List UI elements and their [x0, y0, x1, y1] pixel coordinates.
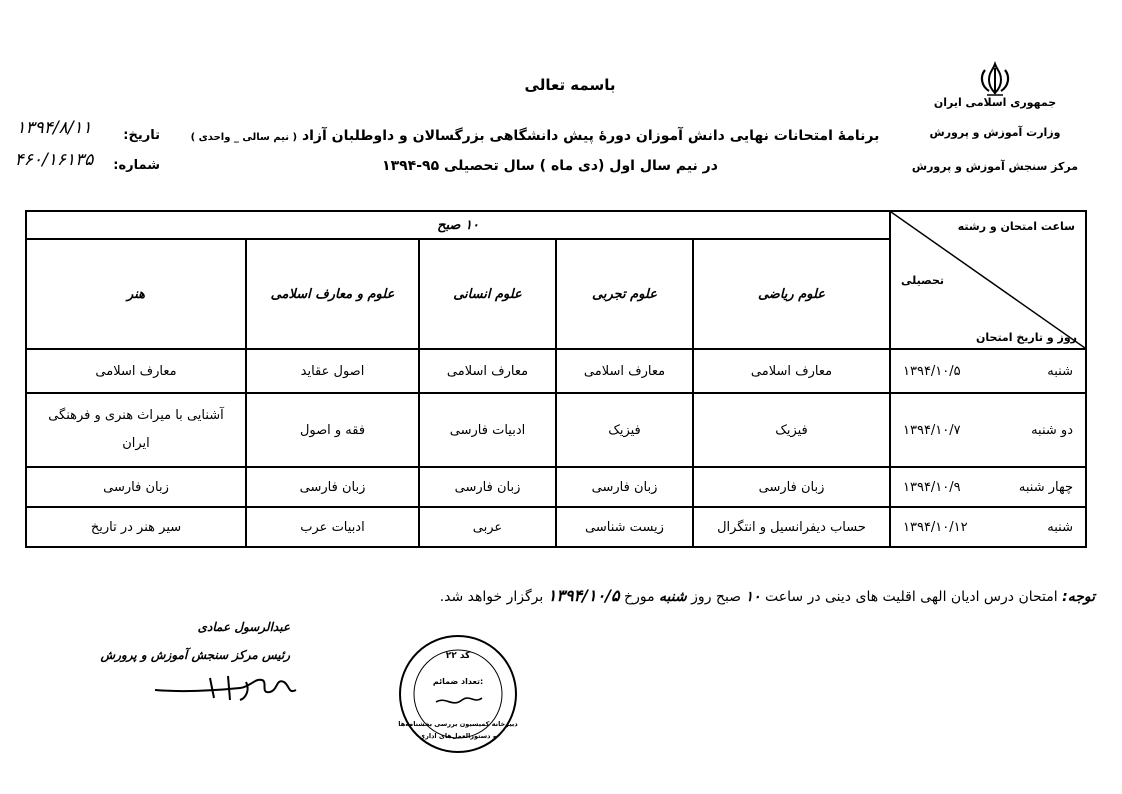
stamp-line2: و دستورالعمل‌های اداری [419, 732, 497, 740]
subject-cell: زبان فارسی [693, 467, 890, 507]
note-time: ۱۰ [745, 589, 761, 605]
subject-cell: اصول عقاید [246, 349, 419, 393]
field-header-humanities: علوم انسانی [419, 239, 556, 349]
note-day: شنبه [659, 589, 687, 605]
document-title-paren: ( نیم سالی _ واحدی ) [190, 132, 298, 143]
subject-cell: معارف اسلامی [26, 349, 246, 393]
field-header-experimental: علوم تجربی [556, 239, 693, 349]
day-name: شنبه [1047, 363, 1073, 379]
table-row [26, 467, 1086, 507]
subject-cell: حساب دیفرانسیل و انتگرال [693, 507, 890, 547]
exam-date: ۱۳۹۴/۱۰/۱۲ [903, 519, 968, 535]
stamp-line1: دبیرخانه کمیسیون بررسی بخشنامه‌ها [398, 720, 518, 728]
subject-cell: زبان فارسی [26, 467, 246, 507]
note-text-d: برگزار خواهد شد. [439, 589, 544, 605]
note-label: توجه: [1062, 589, 1095, 605]
subject-cell: ادبیات فارسی [419, 393, 556, 467]
time-header: ۱۰ صبح [26, 211, 890, 239]
note-paragraph [300, 586, 1095, 605]
stamp-code: کد ۲۲ [445, 651, 471, 661]
exam-date: ۱۳۹۴/۱۰/۹ [903, 479, 961, 495]
corner-label-time-field: ساعت امتحان و رشته [957, 220, 1075, 233]
office-stamp [396, 632, 520, 756]
subject-cell: فیزیک [693, 393, 890, 467]
day-name: دو شنبه [1031, 422, 1073, 438]
day-name: شنبه [1047, 519, 1073, 535]
table-row [26, 349, 1086, 393]
subject-cell: فقه و اصول [246, 393, 419, 467]
date-label: تاریخ: [123, 128, 160, 143]
org-country: جمهوری اسلامی ایران [933, 96, 1057, 109]
document-title-main: برنامهٔ امتحانات نهایی دانش آموزان دورهٔ پیش دانشگاهی بزرگسالان و داوطلبان آزاد [301, 128, 880, 144]
table-row [26, 507, 1086, 547]
subject-cell: فیزیک [556, 393, 693, 467]
day-name: چهار شنبه [1018, 479, 1073, 495]
field-header-math: علوم ریاضی [693, 239, 890, 349]
subject-cell: زبان فارسی [246, 467, 419, 507]
note-text-a: امتحان درس ادیان الهی اقلیت های دینی در ساعت [765, 589, 1058, 605]
corner-label-academic: تحصیلی [901, 274, 945, 287]
note-text-c: مورخ [624, 589, 655, 605]
document-subtitle: در نیم سال اول (دی ماه ) سال تحصیلی ۹۵-۱۳۹۴ [382, 158, 718, 174]
table-corner-header [890, 211, 1086, 349]
subject-cell: زیست شناسی [556, 507, 693, 547]
field-header-art: هنر [26, 239, 246, 349]
exam-date: ۱۳۹۴/۱۰/۷ [903, 422, 961, 438]
corner-label-day-date: روز و تاریخ امتحان [976, 331, 1077, 344]
subject-cell: معارف اسلامی [556, 349, 693, 393]
subject-cell: آشنایی با میراث هنری و فرهنگی ایران [26, 393, 246, 467]
signatory-name: عبدالرسول عمادی [197, 620, 290, 634]
table-row [26, 393, 1086, 467]
day-date-cell [890, 467, 1086, 507]
day-date-cell [890, 507, 1086, 547]
org-ministry: وزارت آموزش و پرورش [929, 126, 1061, 139]
subject-cell: سیر هنر در تاریخ [26, 507, 246, 547]
subject-cell: زبان فارسی [419, 467, 556, 507]
document-title [190, 128, 880, 144]
exam-schedule-table [25, 210, 1087, 548]
number-label: شماره: [113, 158, 160, 173]
org-center: مرکز سنجش آموزش و پرورش [911, 160, 1079, 173]
handwritten-signature-icon [150, 668, 310, 708]
signatory-title: رئیس مرکز سنجش آموزش و پرورش [100, 648, 290, 662]
day-date-cell [890, 393, 1086, 467]
subject-cell: ادبیات عرب [246, 507, 419, 547]
subject-cell: معارف اسلامی [419, 349, 556, 393]
number-value: ۴۶۰/۱۶۱۳۵ [14, 150, 94, 170]
iran-emblem-icon [975, 60, 1015, 98]
exam-date: ۱۳۹۴/۱۰/۵ [903, 363, 961, 379]
bismillah-heading: باسمه تعالی [524, 76, 616, 94]
note-date: ۱۳۹۴/۱۰/۵ [547, 586, 620, 605]
date-value: ۱۳۹۴/۸/۱۱ [16, 118, 92, 138]
field-header-islamic: علوم و معارف اسلامی [246, 239, 419, 349]
day-date-cell [890, 349, 1086, 393]
subject-cell: معارف اسلامی [693, 349, 890, 393]
note-text-b: صبح روز [691, 589, 742, 605]
subject-cell: زبان فارسی [556, 467, 693, 507]
subject-cell: عربی [419, 507, 556, 547]
stamp-count-label: تعداد ضمائم: [432, 677, 484, 686]
